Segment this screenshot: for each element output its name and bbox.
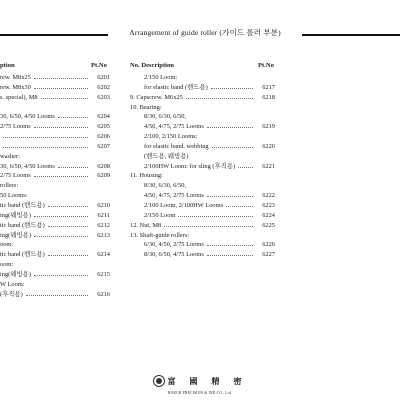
part-number: 6203 [97, 93, 110, 101]
parts-row [0, 201, 110, 211]
dotted-leader [34, 88, 88, 89]
parts-row [130, 73, 280, 83]
header-rule-right [302, 34, 400, 36]
parts-row [130, 171, 280, 181]
part-description: 12. Nut, M8 [130, 221, 162, 229]
part-description: washer: [0, 152, 20, 160]
footer [150, 372, 250, 395]
part-description: 2/100HW Loom: for sling (후직용) [144, 162, 236, 170]
company-brand: 富 國 精 密 [167, 376, 248, 386]
part-description: (밴드용, 웨빙용) [144, 152, 189, 160]
parts-row [0, 162, 110, 172]
part-number: 6201 [97, 74, 110, 81]
dotted-leader [48, 206, 88, 207]
part-description: tic band (밴드용) [0, 221, 45, 229]
parts-row [0, 191, 110, 201]
part-description: 9. Capscrew. M6x25 [130, 93, 183, 101]
part-number: 6212 [97, 221, 110, 229]
parts-row [130, 181, 280, 191]
parts-row [130, 93, 280, 103]
right-column-part-number-header: Pt.No [258, 62, 274, 69]
part-description: 50 Looms: [0, 192, 28, 200]
part-description: 30, 6/50, 4/50 Looms [0, 113, 55, 121]
part-description: 4/50, 4/75, 2/75 Looms [144, 123, 204, 131]
parts-row [0, 240, 110, 250]
part-description: 4/50, 4/75, 2/75 Looms [144, 192, 204, 200]
part-number: 6221 [262, 162, 275, 170]
part-number: 6222 [262, 192, 275, 200]
dotted-leader [207, 245, 253, 246]
part-description: 2/75 Looms [0, 172, 31, 180]
part-description: ing(웨빙용) [0, 211, 31, 219]
part-description: oom: [0, 241, 14, 249]
part-number: 6225 [262, 221, 275, 229]
dotted-leader [186, 98, 253, 99]
part-number: 6223 [262, 201, 275, 209]
dotted-leader [211, 88, 253, 89]
parts-row [0, 73, 110, 83]
parts-row [0, 93, 110, 103]
page-title: Arrangement of guide roller (가이드 롤러 부분) [129, 28, 281, 37]
dotted-leader [34, 236, 88, 237]
dotted-leader [34, 78, 88, 79]
parts-row [130, 162, 280, 172]
part-description: 2/75 Looms [0, 123, 31, 131]
parts-row [130, 152, 280, 162]
dotted-leader [48, 255, 88, 256]
dotted-leader [48, 226, 88, 227]
part-number: 6216 [97, 290, 110, 298]
part-description: rew. M8x30 [0, 83, 31, 91]
company-name: BOKUK PRECISION & IND.CO., Ltd. [168, 391, 232, 395]
part-number: 6202 [97, 83, 110, 91]
part-description: 8/30, 6/30, 6/50, [144, 182, 187, 190]
right-column-description-header: No. Description [130, 62, 174, 69]
parts-row [0, 122, 110, 132]
parts-row [0, 103, 110, 113]
parts-row [130, 103, 280, 113]
part-number: 6218 [262, 93, 275, 101]
part-description: 10. Bearing: [130, 103, 162, 111]
part-number: 6205 [97, 123, 110, 131]
dotted-leader [34, 275, 88, 276]
part-description: tic band (밴드용) [0, 201, 45, 209]
dotted-leader [26, 295, 88, 296]
parts-row [130, 142, 280, 152]
part-description: for elastic band (밴드용) [144, 83, 208, 91]
header-rule-left [0, 34, 108, 36]
part-number: 6217 [262, 83, 275, 91]
dotted-leader [34, 127, 88, 128]
part-number: 6211 [97, 211, 110, 219]
dotted-leader [58, 167, 88, 168]
left-parts-list [0, 73, 110, 299]
dotted-leader [207, 127, 253, 128]
part-number: 6214 [97, 251, 110, 259]
parts-row [0, 260, 110, 270]
part-description: 2/150 Loom: [144, 74, 178, 81]
dotted-leader [164, 226, 253, 227]
parts-row [0, 290, 110, 300]
dotted-leader [207, 196, 253, 197]
part-description: 11. Housing: [130, 172, 163, 180]
part-number: 6213 [97, 231, 110, 239]
part-description: for elastic band. webbing [144, 142, 209, 150]
parts-row [130, 221, 280, 231]
parts-row [0, 132, 110, 142]
part-number: 6220 [262, 142, 275, 150]
part-description: 6/30, 4/50, 2/75 Looms [144, 241, 204, 249]
parts-row [130, 231, 280, 241]
parts-row [130, 191, 280, 201]
parts-row [0, 112, 110, 122]
parts-row [130, 132, 280, 142]
parts-row [0, 142, 110, 152]
parts-row [0, 171, 110, 181]
dotted-leader [226, 206, 253, 207]
part-description: 30, 6/50, 4/50 Looms [0, 162, 55, 170]
parts-row [0, 250, 110, 260]
dotted-leader [3, 137, 88, 138]
part-description: oom: [0, 261, 14, 269]
part-description: 8/30, 6/50, 4/75 Looms [144, 251, 204, 259]
part-number: 6227 [262, 251, 275, 259]
part-number: 6210 [97, 201, 110, 209]
dotted-leader [207, 255, 253, 256]
part-description: 2/100 Loom, 2/100HW Looms [144, 201, 224, 209]
part-description: (후직용) [0, 290, 23, 298]
parts-row [0, 221, 110, 231]
part-description: ing(웨빙용) [0, 231, 31, 239]
dotted-leader [34, 176, 88, 177]
dotted-leader [34, 216, 88, 217]
part-description: W Loom: [0, 280, 25, 288]
dotted-leader [178, 216, 253, 217]
dotted-leader [41, 98, 88, 99]
parts-row [0, 270, 110, 280]
parts-row [0, 83, 110, 93]
parts-row [0, 211, 110, 221]
dotted-leader [3, 147, 88, 148]
part-description: 2/100, 2/150 Looms: [144, 133, 198, 141]
part-description: tic band (밴드용) [0, 251, 45, 259]
parts-row [130, 240, 280, 250]
parts-row [130, 83, 280, 93]
part-description: rew. M8x25 [0, 74, 31, 81]
parts-row [0, 181, 110, 191]
part-number: 6204 [97, 113, 110, 121]
parts-row [130, 201, 280, 211]
part-number: 6219 [262, 123, 275, 131]
part-description: 2/150 Loom [144, 211, 176, 219]
part-number: 6206 [97, 133, 110, 141]
parts-row [130, 112, 280, 122]
part-number: 6224 [262, 211, 275, 219]
parts-row [130, 122, 280, 132]
parts-row [0, 280, 110, 290]
part-number: 6226 [262, 241, 275, 249]
parts-row [130, 211, 280, 221]
dotted-leader [58, 117, 88, 118]
company-logo-icon [153, 375, 165, 387]
dotted-leader [212, 147, 253, 148]
part-number: 6207 [97, 142, 110, 150]
right-parts-list [130, 73, 280, 260]
parts-row [130, 250, 280, 260]
part-number: 6215 [97, 270, 110, 278]
part-number: 6208 [97, 162, 110, 170]
parts-row [0, 231, 110, 241]
part-description: s. special), M8 [0, 93, 38, 101]
part-number: 6209 [97, 172, 110, 180]
part-description: 13. Shaft-guide rollers: [130, 231, 190, 239]
parts-row [0, 152, 110, 162]
left-column-part-number-header: Pt.No [91, 62, 107, 69]
part-description: rollers: [0, 182, 19, 190]
part-description: ing(웨빙용) [0, 270, 31, 278]
left-column-description-header: ption [0, 62, 15, 69]
part-description: 8/30, 6/30, 6/50, [144, 113, 187, 121]
